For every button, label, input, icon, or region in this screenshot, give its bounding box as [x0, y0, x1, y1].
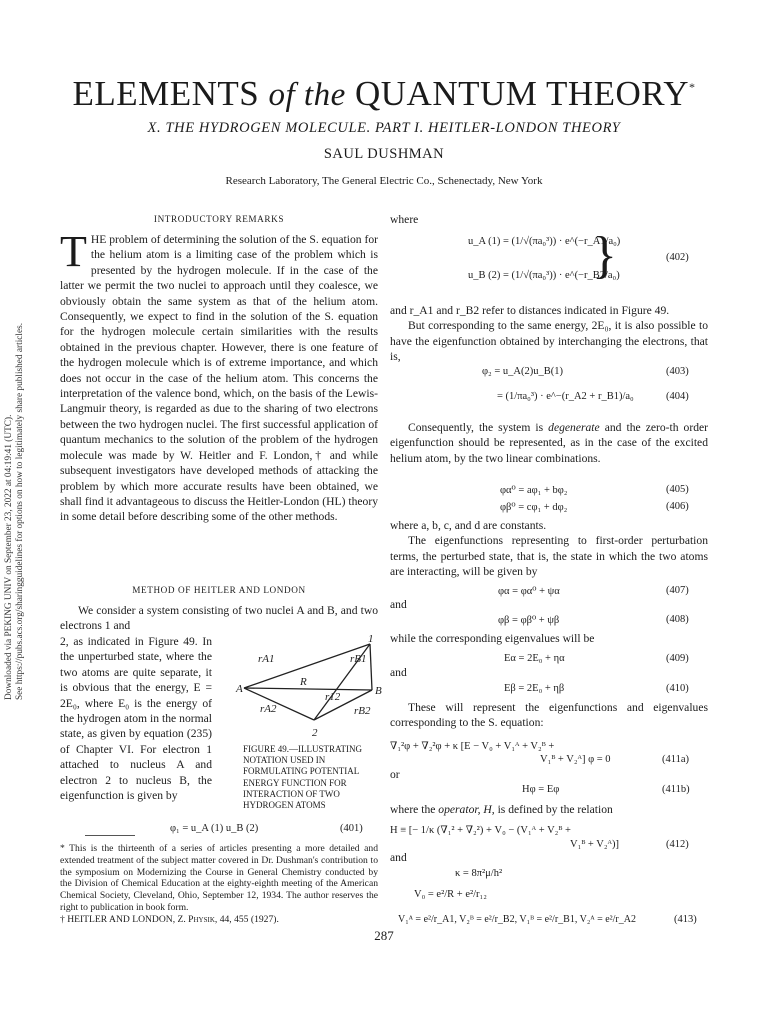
and-label-2: and — [390, 666, 407, 679]
figure-caption: FIGURE 49.—ILLUSTRATING NOTATION USED IN FORMULATING POTENTIAL ENERGY FUNCTION FOR INTERACTION OF TWO HYDROGEN ATOMS — [243, 744, 362, 811]
method-text-1: We consider a system consisting of two nuclei A and B, and two electrons 1 and — [60, 604, 378, 633]
label-r12: r12 — [325, 691, 341, 703]
equation-405-number: (405) — [666, 484, 689, 495]
operator-post: is defined by the relation — [497, 803, 613, 816]
equation-401-number: (401) — [340, 823, 363, 834]
equation-411b: Hφ = Eφ — [522, 784, 560, 795]
label-nucleus-b: B — [375, 685, 382, 697]
figure-49 — [230, 632, 390, 742]
equation-410-number: (410) — [666, 683, 689, 694]
equation-413-number: (413) — [674, 914, 697, 925]
drop-cap: T — [60, 227, 87, 276]
these-paragraph: These will represent the eigenfunctions and eigenvalues corresponding to the S. equation: — [390, 701, 708, 730]
method-heading: METHOD OF HEITLER AND LONDON — [132, 585, 306, 595]
equation-v0: V₀ = e²/R + e²/r₁₂ — [414, 889, 487, 900]
equation-408: φβ = φβ⁰ + ψβ — [498, 615, 560, 626]
label-ra1: rA1 — [258, 653, 275, 665]
equation-412-number: (412) — [666, 839, 689, 850]
right-paragraph-degenerate — [390, 420, 708, 466]
equation-kappa: κ = 8π²μ/h² — [455, 868, 503, 879]
label-electron-2: 2 — [312, 727, 318, 739]
equation-412-line1: H ≡ [− 1/κ (∇₁² + ∇₂²) + V₀ − (V₁ᴬ + V₂ᴮ + — [390, 825, 571, 836]
label-nucleus-a: A — [236, 683, 243, 695]
equation-406-number: (406) — [666, 501, 689, 512]
footnote-reference: † HEITLER AND LONDON, Z. Physik, 44, 455 (1927). — [60, 914, 279, 925]
download-notice — [4, 300, 26, 700]
equation-406: φβ⁰ = cφ₁ + dφ₂ — [500, 502, 568, 513]
right-paragraph-eigen — [390, 518, 708, 580]
label-ra2: rA2 — [260, 703, 277, 715]
where-label-1: where — [390, 213, 419, 226]
footnote-series: * This is the thirteenth of a series of articles presenting a more detailed and extended treatment of the subject matter covered in Dr. Dushman's contribution to the symposium on Modernizing the Course in General Chemistry conducted by the Division of Chemical Education at the eighty-eighth meeting of the American Chemical Society, Cleveland, Ohio, September 12, 1934. The author reserves the right to publication in book form. — [60, 843, 378, 913]
eigenfunction-text: The eigenfunctions representing to first-order perturbation terms, the perturbed state, that is, the state in which the two atoms are interacting, will be given by — [390, 534, 708, 579]
operator-emphasis: operator, H, — [438, 803, 495, 816]
intro-heading: INTRODUCTORY REMARKS — [153, 214, 285, 224]
equation-402-number: (402) — [666, 252, 689, 263]
equation-411b-number: (411b) — [662, 784, 690, 795]
and-label-1: and — [390, 598, 407, 611]
intro-paragraph — [60, 227, 378, 525]
method-text-2: 2, as indicated in Figure 49. In the unperturbed state, where the two atoms are quite separate, it is obvious that the energy, E = 2E₀, where E₀ is the energy of the hydrogen atom in the normal state, as given by equation (235) of Chapter VI. For electron 1 attached to nucleus A and electron 2 to nucleus B, the eigenfunction is given by — [60, 635, 212, 803]
while-text: while the corresponding eigenvalues will be — [390, 632, 595, 645]
equation-405: φα⁰ = aφ₁ + bφ₂ — [500, 485, 568, 496]
label-rb2: rB2 — [354, 705, 371, 717]
equation-407: φα = φα⁰ + ψα — [498, 586, 560, 597]
equation-404: = (1/πa₀³) · e^−(r_A2 + r_B1)/a₀ — [497, 391, 634, 402]
right-paragraph-1 — [390, 303, 708, 365]
edge-a-1 — [244, 644, 370, 688]
download-notice-line1: Downloaded via PEKING UNIV on September 23, 2022 at 04:19:41 (UTC). — [4, 414, 14, 700]
label-r: R — [300, 676, 307, 688]
article-title — [0, 74, 768, 114]
these-text — [390, 700, 708, 731]
degenerate-pre: Consequently, the system is — [408, 421, 544, 434]
equation-409: Eα = 2E₀ + ηα — [504, 653, 565, 664]
edge-a-2 — [244, 688, 314, 720]
equation-409-number: (409) — [666, 653, 689, 664]
operator-pre: where the — [390, 803, 436, 816]
equation-402b: u_B (2) = (1/√(πa₀³)) · e^(−r_B2/a₀) — [468, 270, 620, 281]
equation-407-number: (407) — [666, 585, 689, 596]
equation-411a-line1: ∇₁²φ + ∇₂²φ + κ [E − V₀ + V₁ᴬ + V₂ᴮ + — [390, 741, 555, 752]
label-electron-1: 1 — [368, 633, 374, 645]
article-subtitle: X. THE HYDROGEN MOLECULE. PART I. HEITLER-LONDON THEORY — [147, 120, 621, 136]
after-402-text: and r_A1 and r_B2 refer to distances indicated in Figure 49. — [390, 304, 670, 317]
method-paragraph-wrap — [60, 634, 212, 803]
edge-a-b — [244, 688, 372, 690]
equation-402a: u_A (1) = (1/√(πa₀³)) · e^(−r_A1/a₀) — [468, 236, 621, 247]
equation-403-number: (403) — [666, 366, 689, 377]
title-prefix: ELEMENTS — [72, 74, 260, 113]
title-suffix: QUANTUM THEORY — [355, 74, 689, 113]
footnote-rule — [85, 835, 135, 836]
method-paragraph-top — [60, 603, 378, 634]
equation-404-number: (404) — [666, 391, 689, 402]
and-label-3: and — [390, 851, 407, 864]
title-mid: of the — [268, 77, 346, 113]
equation-408-number: (408) — [666, 614, 689, 625]
constants-text: where a, b, c, and d are constants. — [390, 519, 547, 532]
download-notice-line2: See https://pubs.acs.org/sharingguidelines for options on how to legitimately share published articles. — [15, 322, 25, 700]
title-footnote-mark: * — [689, 80, 696, 94]
operator-text — [390, 802, 708, 817]
author-affiliation: Research Laboratory, The General Electric Co., Schenectady, New York — [225, 175, 543, 187]
author-name: SAUL DUSHMAN — [323, 146, 445, 162]
label-rb1: rB1 — [350, 653, 367, 665]
edge-1-b — [370, 644, 372, 690]
equation-411a-number: (411a) — [662, 754, 690, 765]
degenerate-post: and the zero-th order eigenfunction should be represented, as in the case of the excited helium atom, by the two linear combinations. — [390, 421, 709, 465]
intro-text: HE problem of determining the solution of the S. equation for the helium atom is a limiting case of the problem which is presented by the hydrogen molecule. If in the case of the latter we permit the two nuclei to approach until they coalesce, we obviously obtain the same system as that of the helium atom. Consequently, we expect to find in the solution of the S. equation for the hydrogen molecule certain similarities with the results obtained in the previous chapter. However, there is one feature of the hydrogen molecule which is of extreme importance, and which does not occur in the case of the helium atom. This concerns the interpretation of the valence bond, which, on the basis of the Lewis-Langmuir theory, is regarded as due to the sharing of two electrons between the two hydrogen nuclei. The first successful application of quantum mechanics to the solution of the problem of the hydrogen molecule was made by W. Heitler and F. London,† and while subsequent investigators have developed methods of attacking the problem by which more accurate results have been obtained, we shall find it advantageous to discuss the Heitler-London (HL) theory in some detail before describing some of the other methods. — [60, 233, 378, 524]
equation-413: V₁ᴬ = e²/r_A1, V₂ᴮ = e²/r_B2, V₁ᴮ = e²/r_B1, V₂ᴬ = e²/r_A2 — [398, 914, 636, 925]
degenerate-emphasis: degenerate — [548, 421, 600, 434]
equation-401: φ₁ = u_A (1) u_B (2) — [170, 823, 259, 834]
equation-402-brace: } — [592, 227, 617, 284]
equation-403: φ₂ = u_A(2)u_B(1) — [482, 366, 563, 377]
page-number: 287 — [374, 928, 394, 943]
or-label: or — [390, 768, 400, 781]
equation-410: Eβ = 2E₀ + ηβ — [504, 683, 565, 694]
equation-411a-line2: V₁ᴮ + V₂ᴬ] φ = 0 — [540, 754, 611, 765]
equation-412-line2: V₁ᴮ + V₂ᴬ)] — [570, 839, 619, 850]
interchange-text: But corresponding to the same energy, 2E₀, it is also possible to have the eigenfunction obtained by interchanging the electrons, that is, — [390, 319, 708, 364]
